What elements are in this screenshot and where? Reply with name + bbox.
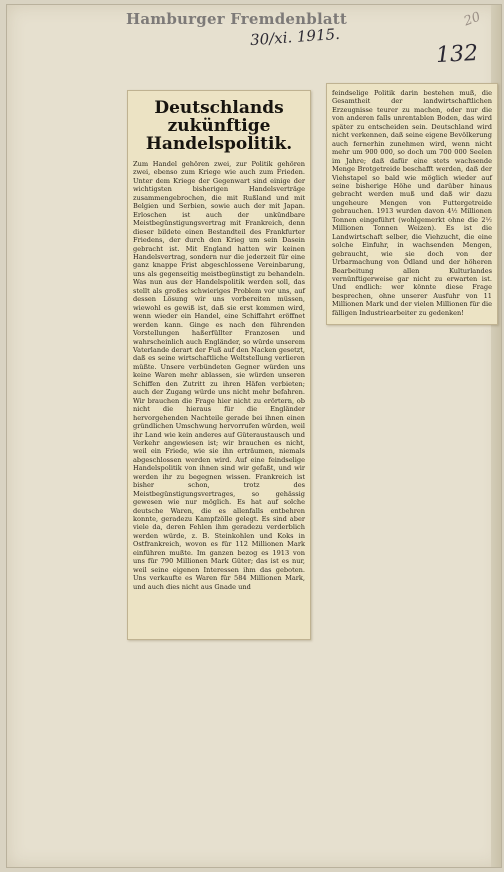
newspaper-stamp: Hamburger Fremdenblatt — [126, 10, 348, 28]
article-body-left: Zum Handel gehören zwei, zur Politik gehören zwei, ebenso zum Kriege wie auch zum Frieden. Unter dem Kriege der Gegenwart sind einige der wichtigsten bisherigen Handelsverträge zusammengebrochen, die mit Rußland und mit Belgien und Serbien, sowie auch der mit Japan. Erloschen ist auch der unkündbare Meistbegünstigungsvertrag mit Frankreich, denn dieser bildete einen Bestandteil des Frankfurter Friedens, der durch den Krieg um sein Dasein gebracht ist. Mit England hatten wir keinen Handelsvertrag, sondern nur die jederzeit für eine ganz knappe Frist abgeschlossene Vereinbarung, uns als gegenseitig meistbegünstigt zu behandeln. Was nun aus der Handelspolitik werden soll, das stellt als großes schwieriges Problem vor uns, auf dessen Lösung wir uns vorbereiten müssen, wiewohl es gewiß ist, daß sie erst kommen wird, wenn wieder ein Handel, eine Schiffahrt eröffnet werden kann. Ginge es nach den führenden Vorstellungen haßerfüllter Franzosen und wahrscheinlich auch Engländer, so würde unserem Vaterlande derart der Fuß auf den Nacken gesetzt, daß es seine wirtschaftliche Weltstellung verlieren müßte. Unsere verbündeten Gegner würden uns keine Waren mehr ablassen, sie würden unseren Schiffen den Zutritt zu ihren Häfen verbieten; auch der Zugang würde uns nicht mehr befahren. Wir brauchen die Frage hier nicht zu erörtern, ob nicht die hieraus für die Engländer hervorgehenden Nachteile gerade bei ihnen einen gründlichen Umschwung hervorrufen würden, weil ihr Land wie kein anderes auf Güteraustausch und Verkehr angewiesen ist; wir brauchen es nicht, weil ein Friede, wie sie ihn erträumen, niemals abgeschlossen werden wird. Auf eine feindselige Handelspolitik von ihnen sind wir gefaßt, und wir werden ihr zu begegnen wissen. Frankreich ist bisher schon, trotz des Meistbegünstigungsvertrages, so gehässig gewesen wie nur möglich. Es hat auf solche deutsche Waren, die es allenfalls entbehren konnte, geradezu Kampfzölle gelegt. Es sind aber viele da, deren Fehlen ihm geradezu verderblich werden würde, z. B. Steinkohlen und Koks in Ostfrankreich, wovon es für 112 Millionen Mark einführen mußte. Im ganzen bezog es 1913 von uns für 790 Millionen Mark Güter; das ist es nur, weil seine eigenen Interessen ihm das geboten. Uns verkaufte es Waren für 584 Millionen Mark, und auch dies nicht aus Gnade und — [133, 160, 308, 591]
clipping-right-column — [326, 83, 498, 325]
corner-pencil-mark: 20 — [461, 9, 483, 30]
handwritten-archive-number: 132 — [435, 40, 479, 69]
clipping-left-column — [127, 90, 311, 640]
handwritten-date: 30/xi. 1915. — [249, 24, 341, 50]
article-body-right: feindselige Politik darin bestehen muß, die Gesamtheit der landwirtschaftlichen Erzeugnisse teurer zu machen, oder nur die von anderen falls unrentablen Boden, das wird später zu entscheiden sein. Deutschland wird nicht verkennen, daß seine eigene Bevölkerung auch fernerhin zunehmen wird, wenn nicht mehr um 900 000, so doch um 700 000 Seelen im Jahre; daß dafür eine stets wachsende Menge Brotgetreide beschafft werden, daß der Viehstapel so bald wie möglich wieder auf seine bisherige Höhe und darüber hinaus gebracht werden muß und daß wir dazu ungeheure Mengen von Futtergetreide gebrauchen. 1913 wurden davon 4½ Millionen Tonnen eingeführt (wohlgemerkt ohne die 2½ Millionen Tonnen Weizen). Es ist die Landwirtschaft selber, die Viehzucht, die eine solche Einfuhr, in wachsenden Mengen, gebraucht, wie sie doch von der Urbarmachung von Ödland und der höheren Bearbeitung allen Kulturlandes vernünftigerweise gar nicht zu erwarten ist. Und endlich: wer könnte diese Frage besprechen, ohne unserer Ausfuhr von 11 Millionen Mark und der vielen Millionen für die fälligen Industriearbeiter zu gedenken! — [332, 89, 495, 317]
article-headline: Deutschlands zukünftige Handelspolitik. — [145, 98, 293, 154]
